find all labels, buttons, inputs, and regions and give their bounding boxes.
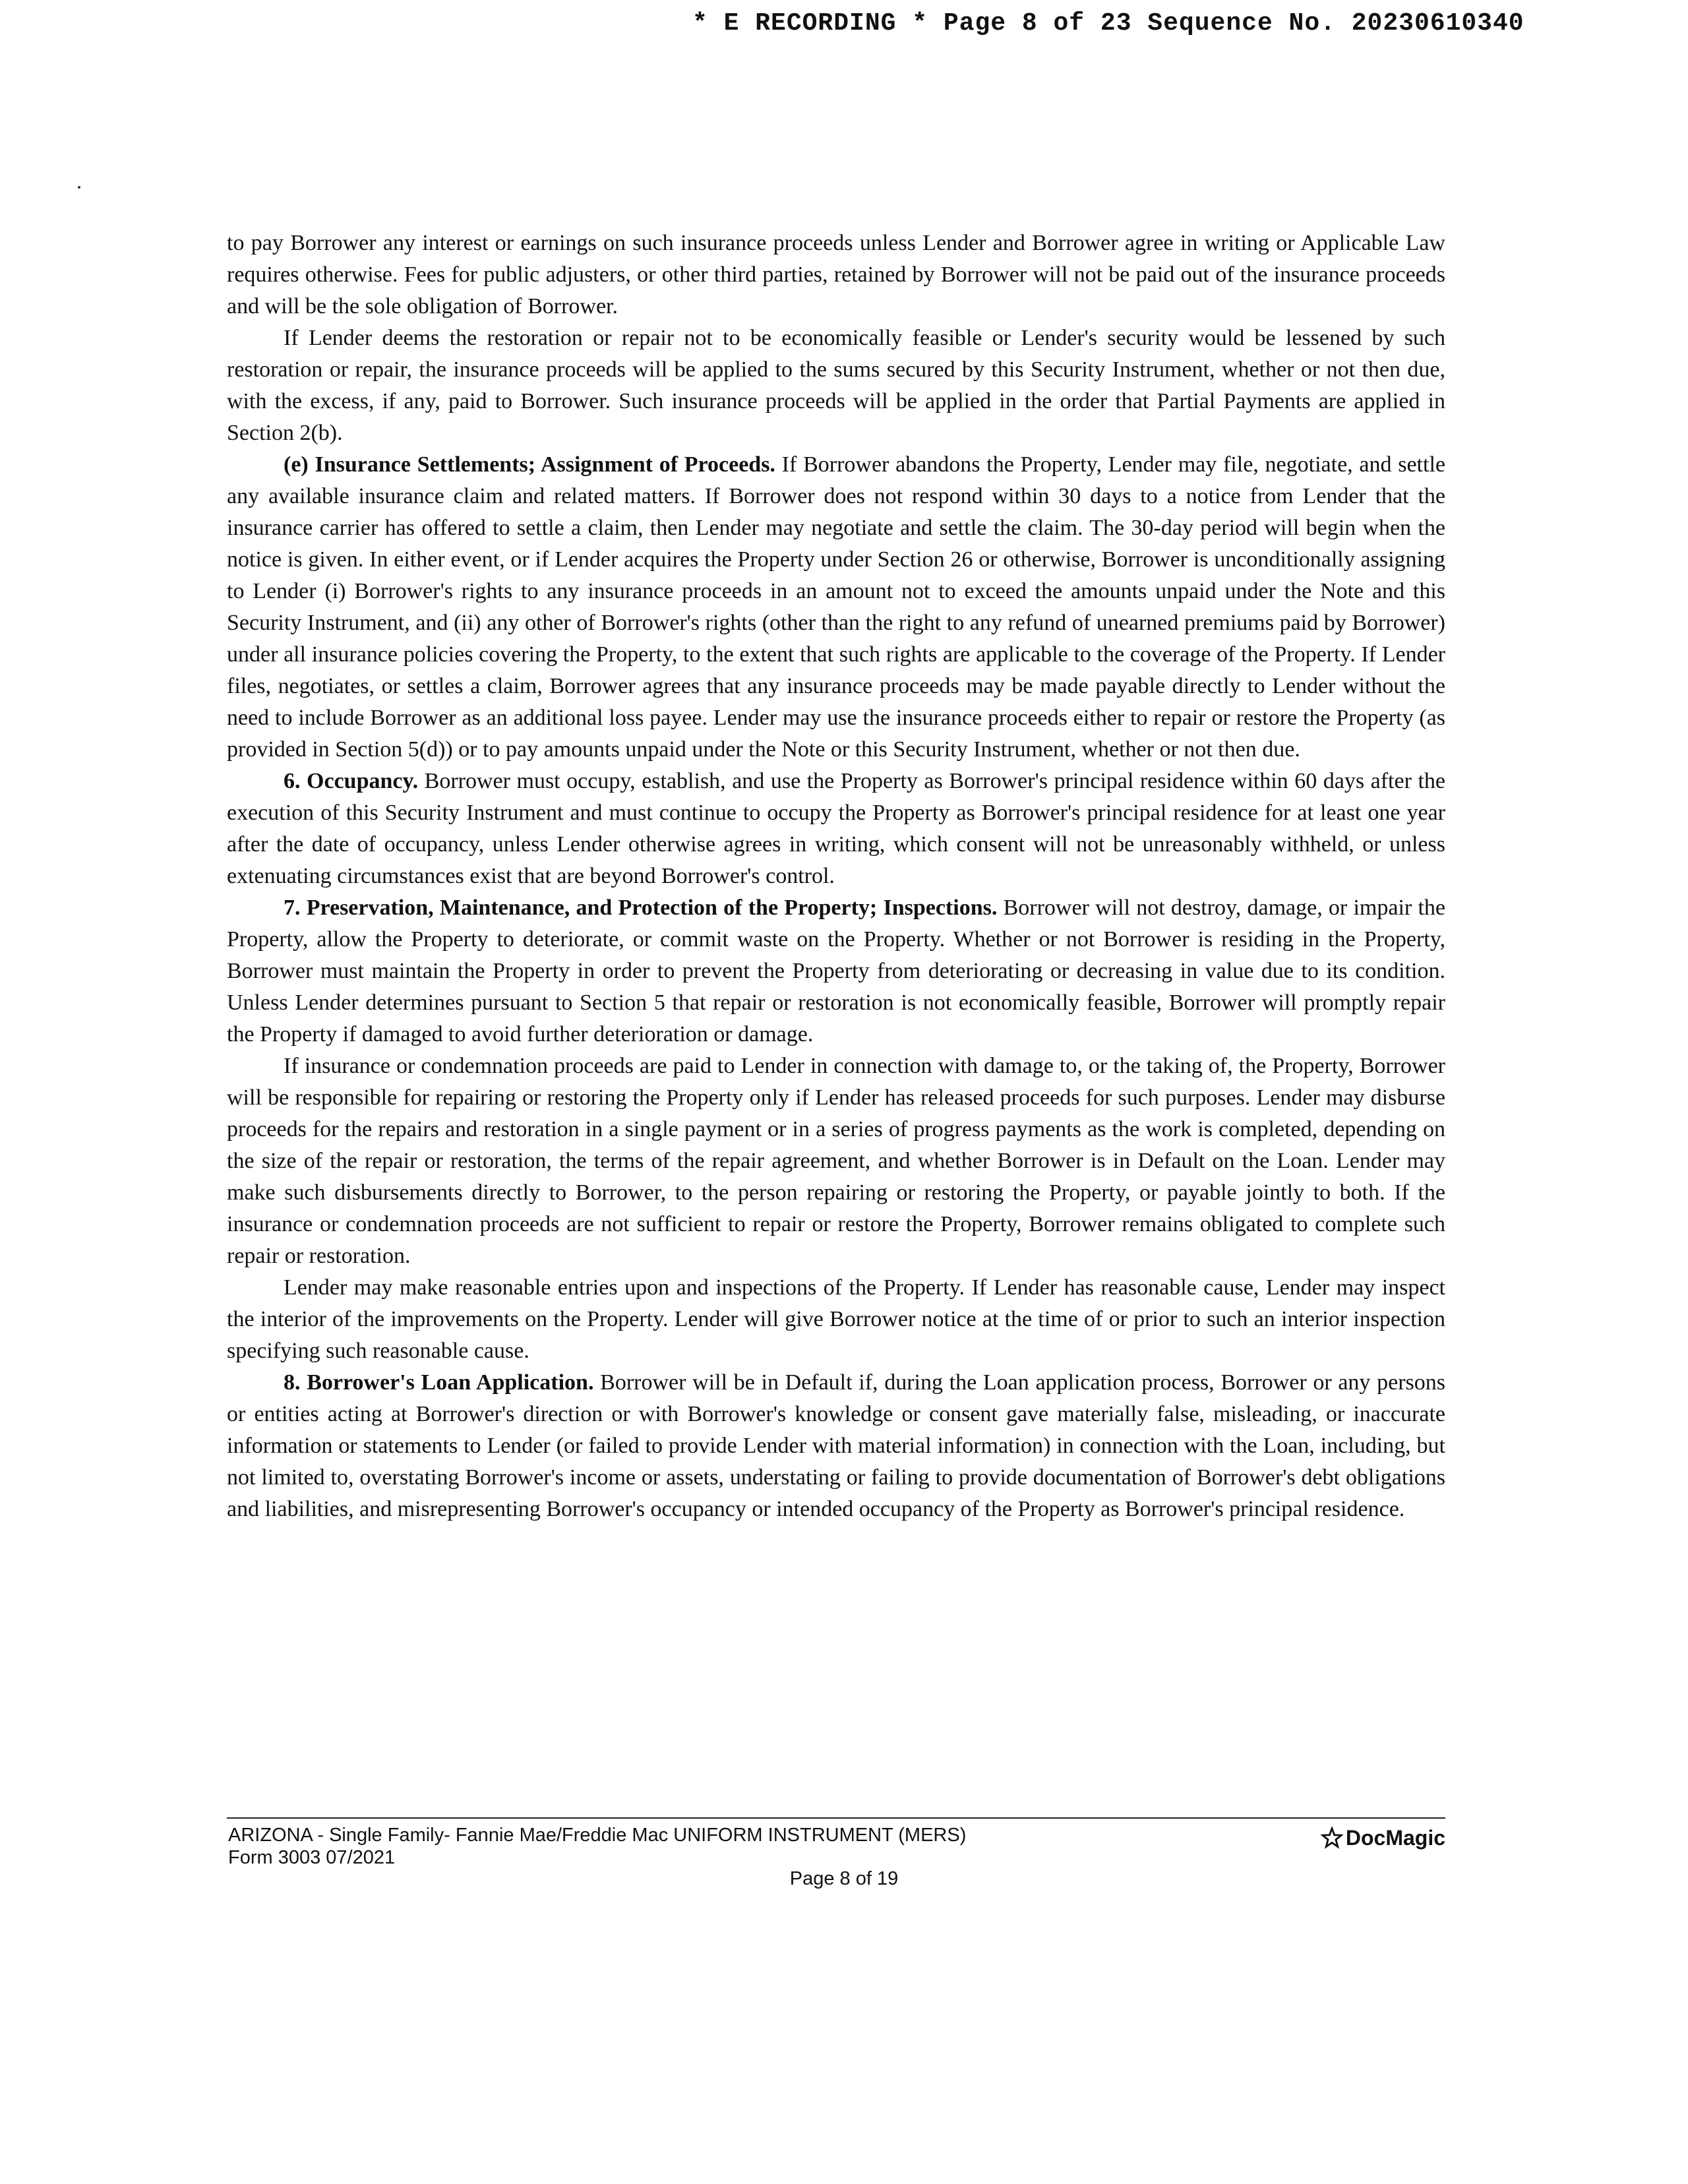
brand-name: DocMagic	[1345, 1826, 1445, 1850]
paragraph-text: to pay Borrower any interest or earnings on such insurance proceeds unless Lender and Borrower agree in writing or Applicable Law requires otherwise. Fees for public adjusters, or other third parties, retained by Borrower will not be paid out of the insurance proceeds and will be the sole obligation of Borrower.	[227, 231, 1445, 318]
footer-divider	[227, 1817, 1445, 1819]
star-icon	[1321, 1827, 1343, 1849]
paragraph-text: If insurance or condemnation proceeds are paid to Lender in connection with damage to, or the taking of, the Property, Borrower will be responsible for repairing or restoring the Property only if Lender has released proceeds for such purposes. Lender may disburse proceeds for the repairs and restoration in a single payment or in a series of progress payments as the work is completed, depending on the size of the repair or restoration, the terms of the repair agreement, and whether Borrower is in Default on the Loan. Lender may make such disbursements directly to Borrower, to the person repairing or restoring the Property, or payable jointly to both. If the insurance or condemnation proceeds are not sufficient to repair or restore the Property, Borrower remains obligated to complete such repair or restoration.	[227, 1054, 1445, 1268]
paragraph	[227, 449, 1445, 766]
page-number: Page 8 of 19	[789, 1868, 899, 1889]
paragraph	[227, 766, 1445, 892]
footer-form-info	[228, 1824, 966, 1869]
form-title: ARIZONA - Single Family- Fannie Mae/Freddie Mac UNIFORM INSTRUMENT (MERS)	[228, 1825, 967, 1846]
scan-speck	[78, 186, 80, 189]
paragraph-text: If Lender deems the restoration or repair not to be economically feasible or Lender's security would be lessened by such restoration or repair, the insurance proceeds will be applied to the sums secured by this Security Instrument, whether or not then due, with the excess, if any, paid to Borrower. Such insurance proceeds will be applied in the order that Partial Payments are applied in Section 2(b).	[227, 326, 1445, 445]
paragraph-text: Borrower will not destroy, damage, or impair the Property, allow the Property to deteriorate, or commit waste on the Property. Whether or not Borrower is residing in the Property, Borrower must maintain the Property in order to prevent the Property from deteriorating or decreasing in value due to its condition. Unless Lender determines pursuant to Section 5 that repair or restoration is not economically feasible, Borrower will promptly repair the Property if damaged to avoid further deterioration or damage.	[227, 895, 1445, 1046]
paragraph-text: Borrower must occupy, establish, and use the Property as Borrower's principal residence within 60 days after the execution of this Security Instrument and must continue to occupy the Property as Borrower's principal residence for at least one year after the date of occupancy, unless Lender otherwise agrees in writing, which consent will not be unreasonably withheld, or unless extenuating circumstances exist that are beyond Borrower's control.	[227, 769, 1445, 888]
paragraph	[227, 322, 1445, 449]
section-heading: 8. Borrower's Loan Application.	[284, 1370, 594, 1395]
section-heading: (e) Insurance Settlements; Assignment of Proceeds.	[284, 452, 775, 477]
section-heading: 6. Occupancy.	[284, 769, 419, 793]
section-heading: 7. Preservation, Maintenance, and Protection of the Property; Inspections.	[284, 895, 998, 920]
paragraph-text: Borrower will be in Default if, during the Loan application process, Borrower or any persons or entities acting at Borrower's direction or with Borrower's knowledge or consent gave materially false, misleading, or inaccurate information or statements to Lender (or failed to provide Lender with material information) in connection with the Loan, including, but not limited to, overstating Borrower's income or assets, understating or failing to provide documentation of Borrower's debt obligations and liabilities, and misrepresenting Borrower's occupancy or intended occupancy of the Property as Borrower's principal residence.	[227, 1370, 1445, 1521]
document-body	[227, 228, 1445, 1525]
form-number: Form 3003 07/2021	[228, 1847, 396, 1868]
paragraph	[227, 1050, 1445, 1272]
paragraph-text: If Borrower abandons the Property, Lender may file, negotiate, and settle any available insurance claim and related matters. If Borrower does not respond within 30 days to a notice from Lender that the insurance carrier has offered to settle a claim, then Lender may negotiate and settle the claim. The 30-day period will begin when the notice is given. In either event, or if Lender acquires the Property under Section 26 or otherwise, Borrower is unconditionally assigning to Lender (i) Borrower's rights to any insurance proceeds in an amount not to exceed the amounts unpaid under the Note and this Security Instrument, and (ii) any other of Borrower's rights (other than the right to any refund of unearned premiums paid by Borrower) under all insurance policies covering the Property, to the extent that such rights are applicable to the coverage of the Property. If Lender files, negotiates, or settles a claim, Borrower agrees that any insurance proceeds may be made payable directly to Lender without the need to include Borrower as an additional loss payee. Lender may use the insurance proceeds either to repair or restore the Property (as provided in Section 5(d)) or to pay amounts unpaid under the Note or this Security Instrument, whether or not then due.	[227, 452, 1445, 762]
paragraph-text: Lender may make reasonable entries upon and inspections of the Property. If Lender has reasonable cause, Lender may inspect the interior of the improvements on the Property. Lender will give Borrower notice at the time of or prior to such an interior inspection specifying such reasonable cause.	[227, 1275, 1445, 1363]
paragraph	[227, 1367, 1445, 1525]
docmagic-logo	[1321, 1827, 1445, 1849]
paragraph	[227, 892, 1445, 1050]
paragraph	[227, 228, 1445, 322]
paragraph	[227, 1272, 1445, 1367]
recording-header: * E RECORDING * Page 8 of 23 Sequence No. 20230610340	[692, 9, 1524, 38]
